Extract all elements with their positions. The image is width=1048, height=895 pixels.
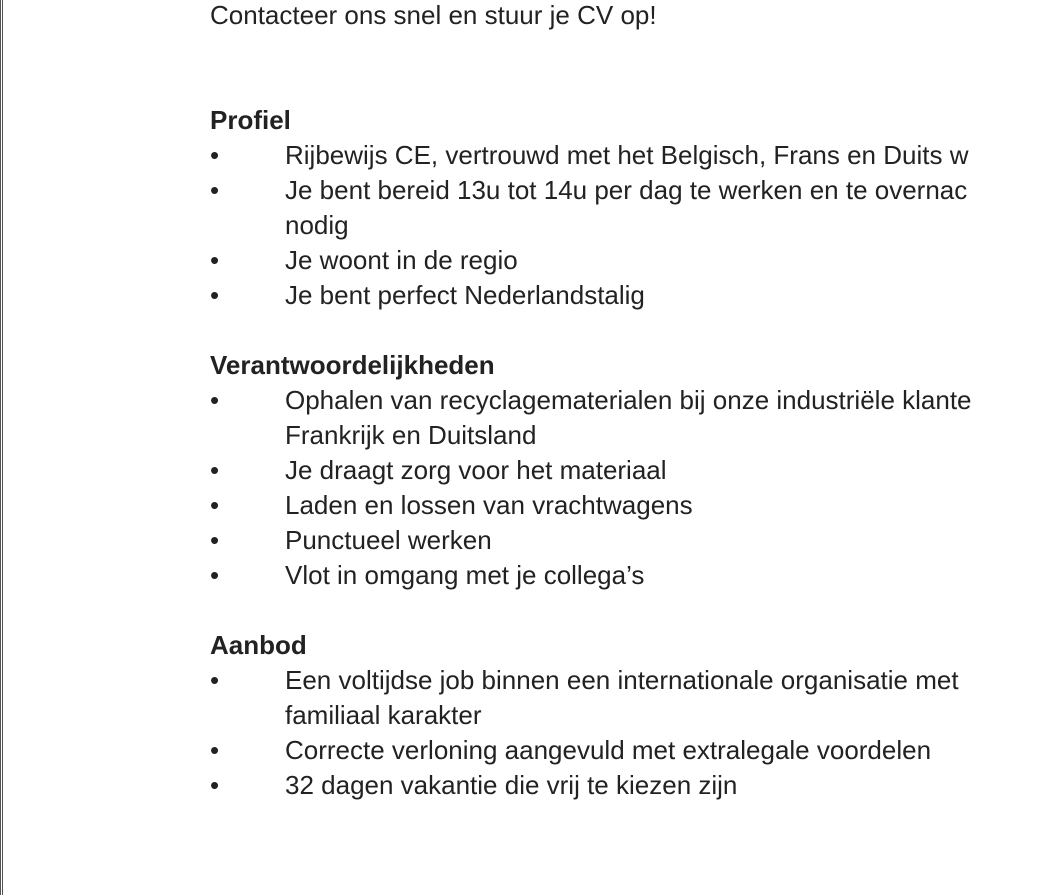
- section-verantwoordelijkheden: [210, 348, 1048, 593]
- section-title-verantwoordelijkheden: Verantwoordelijkheden: [210, 350, 495, 380]
- list-item-text: 32 dagen vakantie die vrij te kiezen zijn: [285, 770, 738, 800]
- list-item-text: Frankrijk en Duitsland: [285, 420, 537, 450]
- section-aanbod: [210, 628, 1048, 803]
- profiel-list: [210, 138, 1048, 313]
- bullet-icon: •: [210, 560, 220, 590]
- bullet-icon: •: [210, 770, 220, 800]
- bullet-icon: •: [210, 140, 220, 170]
- list-item-text: Vlot in omgang met je collega’s: [285, 560, 645, 590]
- bullet-icon: •: [210, 665, 220, 695]
- bullet-icon: •: [210, 385, 220, 415]
- aanbod-list: [210, 663, 1048, 803]
- list-item-text: Ophalen van recyclagematerialen bij onze industriële klante: [285, 385, 972, 415]
- list-item: [210, 523, 1048, 558]
- list-item: [210, 173, 1048, 243]
- list-item-text: familiaal karakter: [285, 700, 482, 730]
- intro-text: Contacteer ons snel en stuur je CV op!: [210, 0, 657, 30]
- list-item: [210, 733, 1048, 768]
- list-item-text: Een voltijdse job binnen een internationale organisatie met: [285, 665, 959, 695]
- verantwoordelijkheden-list: [210, 383, 1048, 593]
- list-item-text: Je bent bereid 13u tot 14u per dag te werken en te overnac: [285, 175, 968, 205]
- section-title-aanbod: Aanbod: [210, 630, 307, 660]
- list-item: [210, 243, 1048, 278]
- list-item-text: Je draagt zorg voor het materiaal: [285, 455, 667, 485]
- list-item: [210, 488, 1048, 523]
- bullet-icon: •: [210, 245, 220, 275]
- list-item: [210, 453, 1048, 488]
- list-item: [210, 138, 1048, 173]
- list-item: [210, 768, 1048, 803]
- list-item-text: Rijbewijs CE, vertrouwd met het Belgisch, Frans en Duits w: [285, 140, 969, 170]
- list-item-text: Je bent perfect Nederlandstalig: [285, 280, 645, 310]
- page-left-border: [0, 0, 3, 895]
- bullet-icon: •: [210, 525, 220, 555]
- list-item: [210, 558, 1048, 593]
- list-item-text: Je woont in de regio: [285, 245, 518, 275]
- list-item-text: Laden en lossen van vrachtwagens: [285, 490, 693, 520]
- list-item-text: Punctueel werken: [285, 525, 492, 555]
- section-profiel: [210, 103, 1048, 313]
- bullet-icon: •: [210, 735, 220, 765]
- list-item: [210, 663, 1048, 733]
- list-item: [210, 278, 1048, 313]
- list-item-text: nodig: [285, 210, 349, 240]
- list-item: [210, 383, 1048, 453]
- section-title-profiel: Profiel: [210, 105, 291, 135]
- bullet-icon: •: [210, 280, 220, 310]
- list-item-text: Correcte verloning aangevuld met extralegale voordelen: [285, 735, 932, 765]
- bullet-icon: •: [210, 175, 220, 205]
- bullet-icon: •: [210, 490, 220, 520]
- bullet-icon: •: [210, 455, 220, 485]
